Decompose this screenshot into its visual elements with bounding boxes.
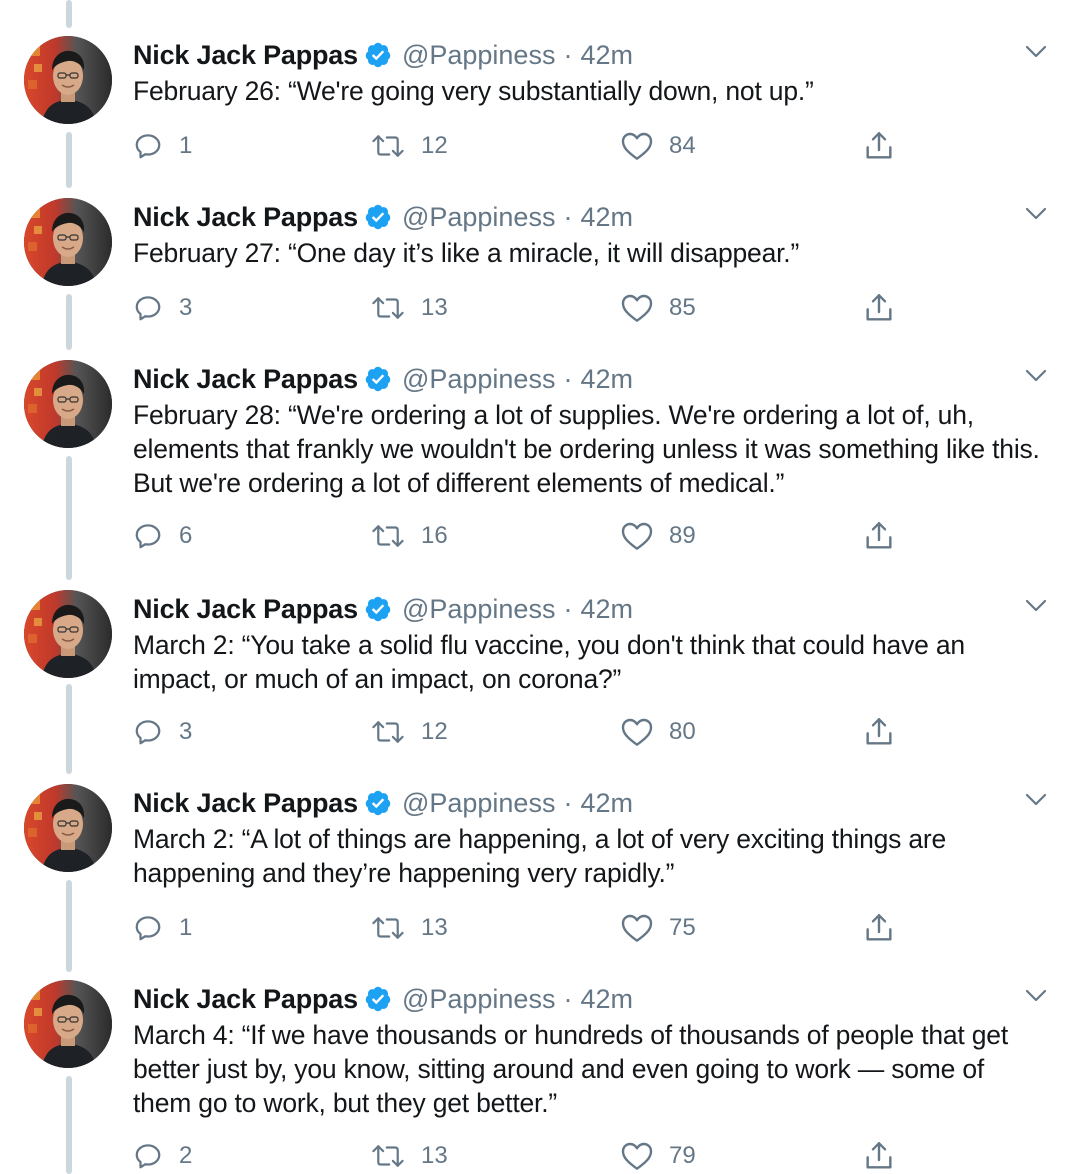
retweet-icon [371, 913, 405, 943]
retweet-count: 13 [421, 914, 448, 941]
heart-icon [621, 131, 653, 161]
reply-count: 1 [179, 914, 193, 941]
retweet-icon [371, 521, 405, 551]
share-button[interactable] [863, 290, 895, 326]
reply-button[interactable] [133, 714, 192, 750]
tweet-actions [133, 128, 913, 164]
retweet-icon [371, 131, 405, 161]
avatar[interactable] [24, 590, 112, 678]
author-name[interactable]: Nick Jack Pappas [133, 593, 358, 624]
reply-icon [133, 131, 163, 161]
tweet-text: March 2: “A lot of things are happening, a lot of very exciting things are happening and they’re happening very rapidly.” [133, 824, 947, 888]
retweet-count: 13 [421, 294, 448, 321]
tweet-header [133, 360, 633, 398]
header-separator: · [563, 983, 573, 1014]
thread-line [66, 684, 72, 774]
chevron-down-icon[interactable] [1022, 786, 1050, 814]
author-name[interactable]: Nick Jack Pappas [133, 983, 358, 1014]
like-count: 85 [669, 294, 696, 321]
retweet-count: 12 [421, 132, 448, 159]
retweet-button[interactable] [371, 518, 448, 554]
reply-count: 1 [179, 132, 193, 159]
tweet-text: February 27: “One day it’s like a miracle, it will disappear.” [133, 238, 800, 268]
share-icon [863, 1140, 895, 1172]
tweet-timestamp[interactable]: 42m [580, 983, 633, 1014]
tweet-timestamp[interactable]: 42m [580, 363, 633, 394]
tweet-text: March 4: “If we have thousands or hundreds of thousands of people that get better just by, you know, sitting around and even going to work — some of them go to work, but they get better.” [133, 1020, 1008, 1118]
retweet-count: 12 [421, 718, 448, 745]
tweet-actions [133, 518, 913, 554]
reply-icon [133, 521, 163, 551]
like-count: 80 [669, 718, 696, 745]
author-name[interactable]: Nick Jack Pappas [133, 787, 358, 818]
share-button[interactable] [863, 128, 895, 164]
author-handle[interactable]: @Pappiness [401, 201, 556, 232]
share-button[interactable] [863, 518, 895, 554]
avatar[interactable] [24, 360, 112, 448]
retweet-button[interactable] [371, 910, 448, 946]
reply-icon [133, 913, 163, 943]
tweet-text: March 2: “You take a solid flu vaccine, you don't think that could have an impact, or much of an impact, on corona?” [133, 630, 965, 694]
retweet-button[interactable] [371, 128, 448, 164]
share-icon [863, 292, 895, 324]
heart-icon [621, 913, 653, 943]
verified-badge-icon [364, 985, 392, 1013]
chevron-down-icon[interactable] [1022, 982, 1050, 1010]
avatar[interactable] [24, 980, 112, 1068]
like-button[interactable] [621, 1138, 696, 1174]
tweet-actions [133, 910, 913, 946]
verified-badge-icon [364, 595, 392, 623]
like-button[interactable] [621, 290, 696, 326]
reply-count: 2 [179, 1142, 193, 1169]
heart-icon [621, 717, 653, 747]
tweet-text: February 28: “We're ordering a lot of supplies. We're ordering a lot of, uh, elements that frankly we wouldn't be ordering unless it was something like this. But we're ordering a lot of different elements of medical.” [133, 400, 1040, 498]
share-button[interactable] [863, 714, 895, 750]
author-handle[interactable]: @Pappiness [401, 39, 556, 70]
author-handle[interactable]: @Pappiness [401, 593, 556, 624]
tweet-timestamp[interactable]: 42m [580, 593, 633, 624]
heart-icon [621, 1141, 653, 1171]
verified-badge-icon [364, 789, 392, 817]
reply-count: 3 [179, 718, 193, 745]
reply-icon [133, 717, 163, 747]
like-button[interactable] [621, 128, 696, 164]
share-icon [863, 912, 895, 944]
reply-icon [133, 293, 163, 323]
header-separator: · [563, 363, 573, 394]
thread-line [66, 456, 72, 580]
retweet-count: 13 [421, 1142, 448, 1169]
tweet-header [133, 590, 633, 628]
share-icon [863, 716, 895, 748]
tweet-timestamp[interactable]: 42m [580, 39, 633, 70]
tweet-timestamp[interactable]: 42m [580, 201, 633, 232]
reply-button[interactable] [133, 910, 192, 946]
tweet-actions [133, 1138, 913, 1174]
author-handle[interactable]: @Pappiness [401, 787, 556, 818]
avatar[interactable] [24, 36, 112, 124]
header-separator: · [563, 593, 573, 624]
author-handle[interactable]: @Pappiness [401, 983, 556, 1014]
tweet-header [133, 198, 633, 236]
thread-line [66, 294, 72, 350]
retweet-button[interactable] [371, 1138, 448, 1174]
like-button[interactable] [621, 910, 696, 946]
avatar[interactable] [24, 784, 112, 872]
avatar[interactable] [24, 198, 112, 286]
like-button[interactable] [621, 714, 696, 750]
thread-line [66, 132, 72, 188]
retweet-icon [371, 717, 405, 747]
retweet-icon [371, 1141, 405, 1171]
chevron-down-icon[interactable] [1022, 200, 1050, 228]
author-name[interactable]: Nick Jack Pappas [133, 363, 358, 394]
reply-count: 6 [179, 522, 193, 549]
tweet-header [133, 980, 633, 1018]
share-icon [863, 130, 895, 162]
header-separator: · [563, 39, 573, 70]
thread-line [66, 0, 72, 28]
like-count: 75 [669, 914, 696, 941]
share-icon [863, 520, 895, 552]
retweet-button[interactable] [371, 290, 448, 326]
thread-line [66, 1076, 72, 1174]
reply-button[interactable] [133, 1138, 192, 1174]
verified-badge-icon [364, 365, 392, 393]
reply-button[interactable] [133, 290, 192, 326]
retweet-icon [371, 293, 405, 323]
header-separator: · [563, 787, 573, 818]
author-name[interactable]: Nick Jack Pappas [133, 201, 358, 232]
heart-icon [621, 521, 653, 551]
chevron-down-icon[interactable] [1022, 592, 1050, 620]
reply-button[interactable] [133, 518, 192, 554]
like-count: 89 [669, 522, 696, 549]
share-button[interactable] [863, 910, 895, 946]
heart-icon [621, 293, 653, 323]
verified-badge-icon [364, 41, 392, 69]
header-separator: · [563, 201, 573, 232]
author-name[interactable]: Nick Jack Pappas [133, 39, 358, 70]
retweet-button[interactable] [371, 714, 448, 750]
tweet-actions [133, 290, 913, 326]
thread-line [66, 880, 72, 972]
verified-badge-icon [364, 203, 392, 231]
like-button[interactable] [621, 518, 696, 554]
tweet-text: February 26: “We're going very substantially down, not up.” [133, 76, 814, 106]
tweet-actions [133, 714, 913, 750]
reply-count: 3 [179, 294, 193, 321]
tweet-header [133, 36, 633, 74]
like-count: 84 [669, 132, 696, 159]
chevron-down-icon[interactable] [1022, 362, 1050, 390]
chevron-down-icon[interactable] [1022, 38, 1050, 66]
retweet-count: 16 [421, 522, 448, 549]
tweet-timestamp[interactable]: 42m [580, 787, 633, 818]
reply-button[interactable] [133, 128, 192, 164]
share-button[interactable] [863, 1138, 895, 1174]
tweet-header [133, 784, 633, 822]
reply-icon [133, 1141, 163, 1171]
author-handle[interactable]: @Pappiness [401, 363, 556, 394]
like-count: 79 [669, 1142, 696, 1169]
